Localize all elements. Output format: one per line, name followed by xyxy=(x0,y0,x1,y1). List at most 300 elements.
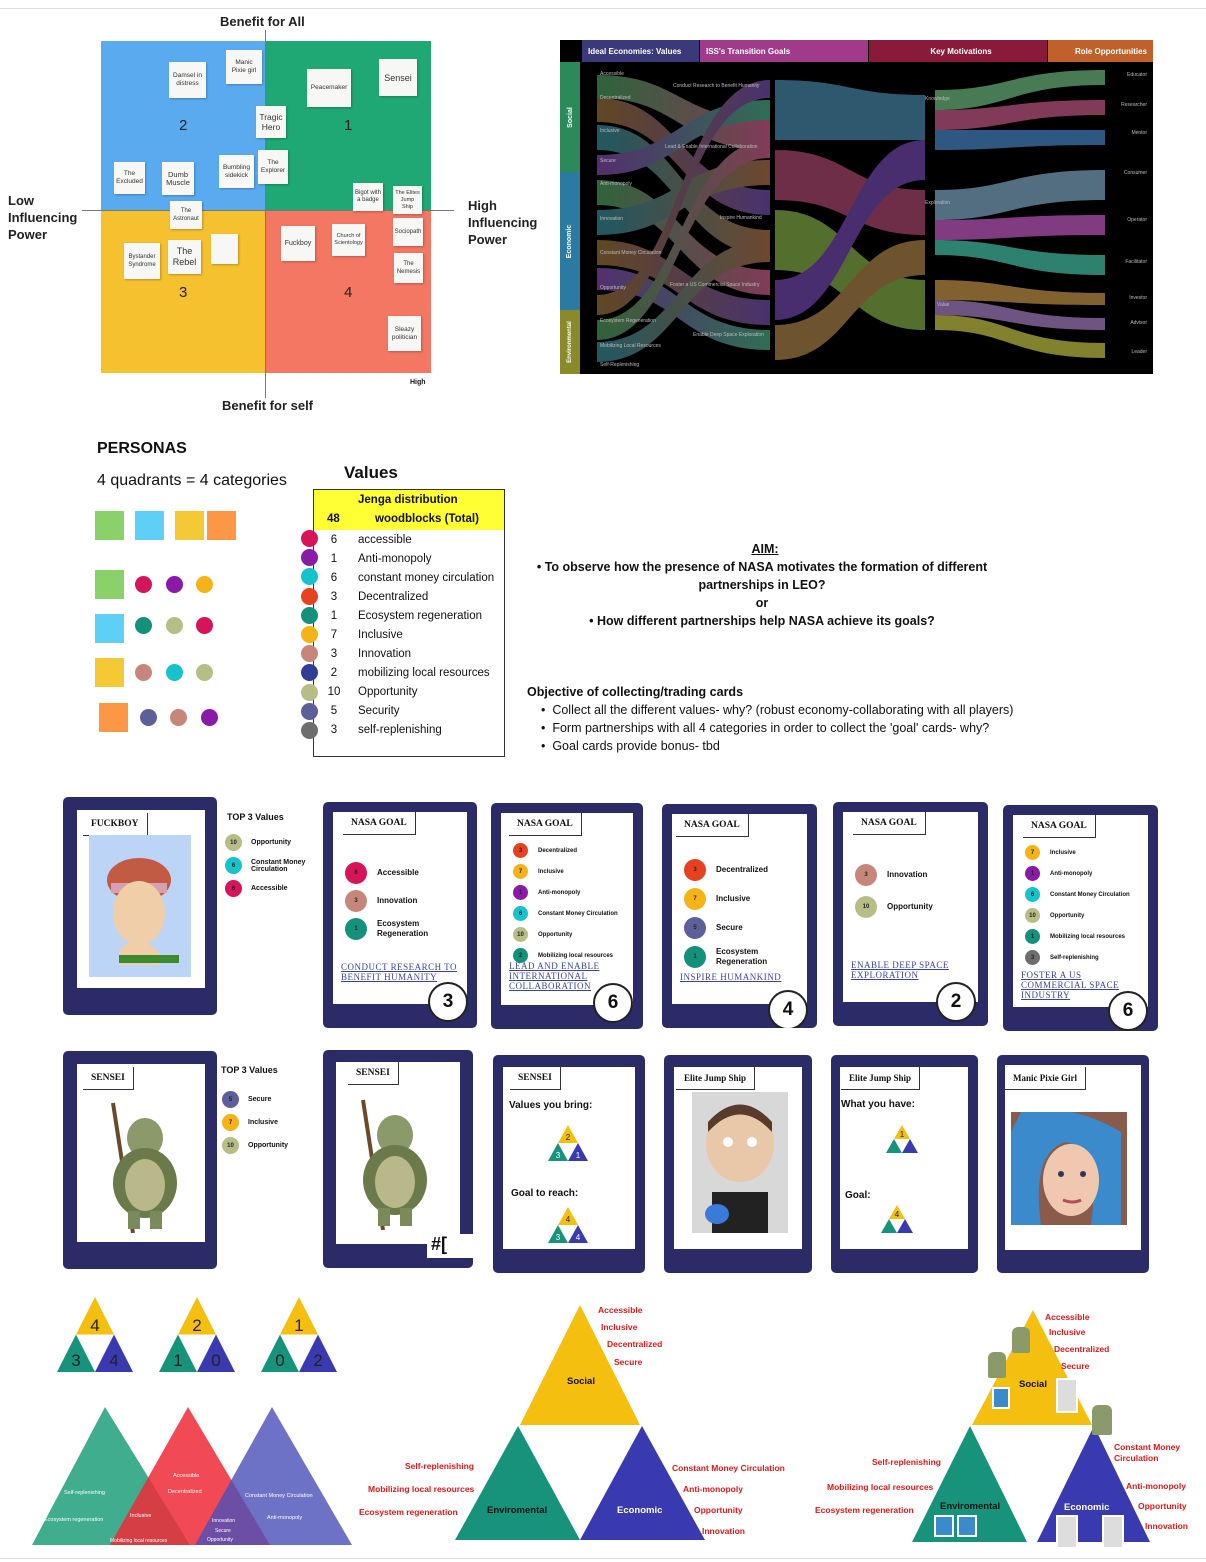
value-count-circle: 6 xyxy=(345,862,367,884)
value-count-circle: 10 xyxy=(513,927,528,942)
sticky-note[interactable]: Bystander Syndrome xyxy=(124,243,160,279)
value-color-dot xyxy=(301,588,318,605)
bottom-divider xyxy=(0,1558,1206,1559)
card-title: FUCKBOY xyxy=(83,813,148,836)
goal-value xyxy=(684,946,799,968)
sticky-note[interactable] xyxy=(211,234,238,264)
category-square-orange xyxy=(99,703,128,732)
value-label: Opportunity xyxy=(358,685,418,698)
sticky-note[interactable]: Bumbling sidekick xyxy=(219,155,254,188)
value-count-circle: 10 xyxy=(222,1137,239,1154)
value-label: Anti-monopoly xyxy=(1050,870,1093,877)
nasa-goal-card[interactable] xyxy=(323,802,477,1028)
value-label: Opportunity xyxy=(251,839,292,846)
triad-environmental-label: Enviromental xyxy=(487,1505,548,1516)
persona-token-turtle xyxy=(1012,1327,1030,1353)
triad-social-label: Social xyxy=(1019,1379,1047,1390)
aim-or: or xyxy=(755,596,769,610)
header-line-2: woodblocks (Total) xyxy=(375,513,479,525)
value-dot xyxy=(166,576,183,593)
venn-label: Inclusive xyxy=(130,1513,152,1519)
sankey-value-label: Accessible xyxy=(600,71,624,77)
sankey-value-label: Secure xyxy=(600,158,616,164)
values-card-sensei[interactable] xyxy=(493,1055,645,1273)
card-tag: #[ xyxy=(427,1234,473,1258)
elite-caricature xyxy=(692,1092,788,1233)
value-count-circle: 2 xyxy=(513,948,528,963)
sankey-value-label: Opportunity xyxy=(600,285,626,291)
persona-card-elite-jump-ship[interactable] xyxy=(664,1055,812,1273)
goal-value xyxy=(513,843,625,858)
top3-title: TOP 3 Values xyxy=(227,812,284,822)
persona-token-elite xyxy=(1056,1515,1078,1549)
fuckboy-portrait xyxy=(89,835,191,977)
nasa-goal-card[interactable] xyxy=(1003,805,1158,1031)
value-color-dot xyxy=(301,684,318,701)
value-color-dot xyxy=(301,722,318,739)
value-dot xyxy=(196,617,213,634)
value-label: Security xyxy=(358,704,400,717)
sankey-value-label: Inclusive xyxy=(600,128,620,134)
triangle-number: 1 xyxy=(899,1129,905,1139)
side-band-environmental xyxy=(560,310,580,374)
sankey-header: Role Opportunities xyxy=(1048,40,1153,62)
goal-points-badge: 2 xyxy=(936,982,976,1022)
card-title: NASA GOAL xyxy=(676,814,749,837)
sticky-note[interactable]: The Nemesis xyxy=(394,253,423,283)
value-count: 6 xyxy=(330,533,338,546)
value-count-circle: 3 xyxy=(684,859,706,881)
value-label: self-replenishing xyxy=(358,723,442,736)
axis-right-label: High Influencing Power xyxy=(468,198,538,247)
value-label: mobilizing local resources xyxy=(358,666,490,679)
goal-value xyxy=(513,885,625,900)
venn-label: Decentralized xyxy=(168,1489,202,1495)
values-table-row xyxy=(314,549,432,568)
sticky-note[interactable]: Manic Pixie girl xyxy=(226,50,262,84)
goal-value xyxy=(855,864,970,886)
triangle-number: 3 xyxy=(71,1351,81,1370)
value-label: Opportunity xyxy=(248,1142,289,1149)
triangle-number: 4 xyxy=(90,1315,100,1335)
goal-value xyxy=(345,918,459,940)
sankey-role-label: Facilitator xyxy=(1125,259,1147,265)
value-dot xyxy=(170,709,187,726)
value-label: Secure xyxy=(248,1096,272,1103)
value-label: accessible xyxy=(358,533,412,546)
triangle-svg xyxy=(886,1125,918,1153)
mini-value-triangle xyxy=(159,1297,235,1372)
triad-value-label: Secure xyxy=(614,1357,643,1367)
values-table-header xyxy=(314,490,504,530)
goal-link[interactable]: ENABLE DEEP SPACE EXPLORATION xyxy=(851,960,949,980)
sticky-note[interactable]: The Astronaut xyxy=(170,201,202,229)
value-label: Ecosystem Regeneration xyxy=(716,947,768,966)
category-square-blue xyxy=(95,614,124,643)
triad-value-label: Mobilizing local resources xyxy=(368,1484,475,1494)
side-band-economic xyxy=(560,172,580,310)
goal-value xyxy=(513,927,625,942)
venn-label: Ecosystem regeneration xyxy=(44,1517,104,1523)
triangle-number: 2 xyxy=(565,1133,571,1143)
sankey-diagram xyxy=(560,40,1153,374)
value-count-circle: 6 xyxy=(225,880,242,897)
values-table-row xyxy=(314,682,417,701)
value-count: 1 xyxy=(330,609,338,622)
goal-triangle xyxy=(548,1207,588,1248)
value-label: Decentralized xyxy=(358,590,429,603)
goal-link[interactable]: INSPIRE HUMANKIND xyxy=(680,972,782,982)
value-dot xyxy=(135,664,152,681)
values-title: Values xyxy=(344,463,398,482)
value-color-dot xyxy=(301,703,318,720)
goal-points-badge: 3 xyxy=(428,982,468,1022)
economy-triad-with-personas xyxy=(812,1305,1202,1555)
value-count-circle: 1 xyxy=(1025,929,1040,944)
axis-left-label: Low Influencing Power xyxy=(8,193,78,242)
objective-title: Objective of collecting/trading cards xyxy=(527,685,744,699)
triad-value-label: Self-replenishing xyxy=(405,1461,474,1471)
goal-value xyxy=(684,888,799,910)
top3-title: TOP 3 Values xyxy=(221,1065,278,1075)
nasa-goal-card[interactable] xyxy=(662,804,817,1028)
value-label: Inclusive xyxy=(1050,849,1076,856)
triad-value-label: Ecosystem regeneration xyxy=(359,1507,458,1517)
triad-value-label: Ecosystem regeneration xyxy=(815,1505,914,1515)
venn-label: Mobilizing local resources xyxy=(110,1538,168,1544)
triad-value-label: Innovation xyxy=(1145,1521,1188,1531)
sankey-role-label: Advisor xyxy=(1130,320,1147,326)
value-label: Mobilizing local resources xyxy=(1050,933,1126,940)
goal-value xyxy=(1025,929,1140,944)
value-dot xyxy=(166,617,183,634)
triangle-number: 0 xyxy=(211,1351,221,1370)
triangle-number: 4 xyxy=(575,1233,581,1243)
value-label: Innovation xyxy=(887,870,928,879)
value-color-dot xyxy=(301,626,318,643)
sankey-role-label: Educator xyxy=(1126,72,1147,78)
value-count: 6 xyxy=(330,571,338,584)
objective-item: • Goal cards provide bonus- tbd xyxy=(541,739,720,753)
value-count: 7 xyxy=(330,628,338,641)
value-count: 2 xyxy=(330,666,338,679)
triad-value-label: Anti-monopoly xyxy=(1126,1481,1186,1491)
value-label: Innovation xyxy=(377,896,418,905)
persona-card-sensei[interactable] xyxy=(63,1051,217,1269)
values-table-row xyxy=(314,530,412,549)
triad-value-label: Self-replenishing xyxy=(872,1457,941,1467)
values-table-row xyxy=(314,720,442,739)
sankey-header: Ideal Economies: Values xyxy=(582,40,699,62)
value-triangle xyxy=(886,1125,918,1158)
top-value xyxy=(225,834,315,851)
sankey-goal-label: Foster a US Commercial Space Industry xyxy=(670,282,760,288)
sticky-note[interactable]: The Excluded xyxy=(114,162,145,194)
goal-value xyxy=(855,896,970,918)
category-square-yellow xyxy=(175,511,204,540)
sankey-role-label: Mentor xyxy=(1131,130,1147,136)
nasa-goal-card[interactable] xyxy=(833,802,988,1026)
venn-label: Constant Money Circulation xyxy=(245,1493,313,1499)
sankey-header: Key Motivations xyxy=(869,40,1047,62)
sticky-note[interactable]: Peacemaker xyxy=(307,69,351,107)
value-count-circle: 5 xyxy=(684,917,706,939)
value-label: Self-replenishing xyxy=(1050,954,1099,961)
venn-label: Opportunity xyxy=(207,1537,233,1543)
triad-value-label: Opportunity xyxy=(1138,1501,1187,1511)
value-label: Innovation xyxy=(358,647,412,660)
goal-points-badge: 6 xyxy=(593,983,633,1023)
sankey-goal-label: Enable Deep Space Exploration xyxy=(693,332,764,338)
value-dot xyxy=(166,664,183,681)
nasa-goal-card[interactable] xyxy=(491,803,643,1029)
value-count-circle: 1 xyxy=(684,946,706,968)
personas-subtitle: 4 quadrants = 4 categories xyxy=(97,472,287,489)
value-count: 3 xyxy=(330,647,338,660)
side-band-social xyxy=(560,62,580,172)
persona-token-turtle xyxy=(988,1352,1006,1378)
goal-value xyxy=(345,862,459,884)
triangle-number: 2 xyxy=(192,1315,202,1335)
mini-triangles-svg xyxy=(57,1297,337,1377)
value-count-circle: 10 xyxy=(1025,908,1040,923)
sticky-note[interactable]: Sociopath xyxy=(393,218,423,246)
values-table-row xyxy=(314,663,490,682)
side-label: Environmental xyxy=(567,321,573,363)
value-venn-triangles xyxy=(30,1405,355,1547)
values-table-row xyxy=(314,701,400,720)
value-label: Opportunity xyxy=(1050,912,1085,919)
sankey-motivation-label: Exploration xyxy=(925,200,951,206)
sticky-note[interactable]: Dumb Muscle xyxy=(162,162,194,195)
sankey-value-label: Constant Money Circulation xyxy=(600,250,662,256)
venn-label: Secure xyxy=(215,1528,231,1534)
value-count-circle: 7 xyxy=(1025,845,1040,860)
triangle-number: 4 xyxy=(894,1209,900,1219)
value-label: Accessible xyxy=(377,868,419,877)
value-count-circle: 3 xyxy=(513,843,528,858)
value-count-circle: 1 xyxy=(513,885,528,900)
goal-points-badge: 6 xyxy=(1108,991,1148,1031)
goal-to-reach-label: Goal to reach: xyxy=(511,1188,579,1199)
triad-value-label: Anti-monopoly xyxy=(683,1484,743,1494)
goal-link[interactable]: LEAD AND ENABLE INTERNATIONAL COLLABORATION xyxy=(509,961,600,991)
sankey-value-label: Self-Replenishing xyxy=(600,362,640,368)
sticky-note[interactable]: The Elites Jump Ship xyxy=(393,186,422,214)
objective-item-text: Form partnerships with all 4 categories in order to collect the 'goal' cards- why? xyxy=(552,721,990,735)
quadrant-number: 3 xyxy=(179,284,188,301)
triangle-number: 4 xyxy=(109,1351,119,1370)
value-count-circle: 6 xyxy=(225,857,242,874)
triad-value-label: Secure xyxy=(1061,1361,1090,1371)
value-count: 3 xyxy=(330,590,338,603)
triad-social-label: Social xyxy=(567,1376,595,1387)
sticky-note[interactable]: The Rebel xyxy=(168,240,201,274)
value-label: Inclusive xyxy=(358,628,403,641)
vertical-axis xyxy=(265,30,266,398)
triangle-svg xyxy=(881,1205,913,1233)
sankey-goal-label: Conduct Research to Benefit Humanity xyxy=(673,83,760,89)
values-table-row xyxy=(314,606,482,625)
triad-value-label: Inclusive xyxy=(601,1322,638,1332)
sankey-value-label: Ecosystem Regeneration xyxy=(600,318,656,324)
persona-card-manic-pixie-girl[interactable] xyxy=(997,1055,1149,1273)
bullet: • xyxy=(536,560,545,574)
top-value xyxy=(222,1091,312,1108)
category-square-orange xyxy=(207,511,236,540)
value-count-circle: 3 xyxy=(345,890,367,912)
venn-label: Self-replenishing xyxy=(64,1490,105,1496)
personas-title: PERSONAS xyxy=(97,440,187,457)
value-label: Decentralized xyxy=(716,865,769,874)
value-label: Inclusive xyxy=(248,1119,278,1126)
value-label: Anti-monopoly xyxy=(538,889,581,896)
aim-line-2-text: How different partnerships help NASA achieve its goals? xyxy=(597,614,935,628)
goal-link[interactable]: FOSTER A US COMMERCIAL SPACE INDUSTRY xyxy=(1021,970,1120,1000)
objective-item-text: Collect all the different values- why? (robust economy-collaborating with all players) xyxy=(552,703,1014,717)
value-count-circle: 7 xyxy=(513,864,528,879)
value-color-dot xyxy=(301,607,318,624)
value-triangle xyxy=(548,1125,588,1166)
triad-value-label: Accessible xyxy=(1045,1312,1090,1322)
value-label: Secure xyxy=(716,923,743,932)
high-small-label: High xyxy=(410,379,426,386)
triad-economic-label: Economic xyxy=(617,1505,663,1516)
sticky-note[interactable]: Sleazy politician xyxy=(388,316,421,351)
goal-value xyxy=(1025,845,1140,860)
value-count-circle: 1 xyxy=(1025,866,1040,881)
portrait-illustration xyxy=(89,835,191,977)
triangle-number: 1 xyxy=(173,1351,183,1370)
card-title: Elite Jump Ship xyxy=(841,1067,920,1090)
aim-block xyxy=(527,540,997,630)
triangle-segment xyxy=(886,1139,902,1153)
mini-value-triangle xyxy=(261,1297,337,1372)
sankey-value-label: Decentralized xyxy=(600,95,631,101)
sankey-role-label: Consumer xyxy=(1123,170,1147,176)
triad-value-label: Constant Money Circulation xyxy=(672,1463,785,1473)
value-count: 3 xyxy=(330,723,338,736)
aim-line-1-text: To observe how the presence of NASA motivates the formation of different partnerships in LEO? xyxy=(544,560,988,592)
sensei-turtle-illustration xyxy=(343,1090,439,1235)
sankey-motivation-label: Value xyxy=(937,302,950,308)
value-count-circle: 6 xyxy=(513,906,528,921)
caricature-svg xyxy=(692,1092,788,1233)
triad-economic-label: Economic xyxy=(1064,1502,1110,1513)
values-card-elite-jump-ship[interactable] xyxy=(831,1055,978,1273)
goal-value xyxy=(1025,950,1140,965)
sticky-note[interactable]: Tragic Hero xyxy=(256,106,286,138)
mini-value-triangle xyxy=(57,1297,133,1372)
value-count-circle: 3 xyxy=(855,864,877,886)
card-title: SENSEI xyxy=(83,1067,134,1090)
axis-bottom-label: Benefit for self xyxy=(222,398,314,413)
triad-value-label: Constant Money Circulation xyxy=(1114,1442,1181,1463)
persona-token-manic xyxy=(934,1515,954,1537)
turtle-svg xyxy=(93,1093,189,1233)
bullet: • xyxy=(589,614,598,628)
goal-value xyxy=(1025,866,1140,881)
card-title: NASA GOAL xyxy=(1023,815,1096,838)
value-label: Opportunity xyxy=(538,931,573,938)
value-count-circle: 6 xyxy=(1025,887,1040,902)
category-square-blue xyxy=(135,511,164,540)
sankey-role-label: Operator xyxy=(1127,217,1147,223)
sensei-turtle-illustration xyxy=(93,1093,189,1238)
value-label: constant money circulation xyxy=(358,571,495,584)
triangle-number: 1 xyxy=(575,1151,581,1161)
persona-token-elite xyxy=(1102,1515,1124,1549)
persona-token-manic xyxy=(992,1387,1010,1409)
axis-top-label: Benefit for All xyxy=(220,14,305,29)
sticky-note[interactable]: Bigot with a badge xyxy=(353,183,383,211)
persona-card-sensei-2[interactable] xyxy=(323,1050,473,1268)
value-label: Accessible xyxy=(251,885,288,892)
value-label: Constant Money Circulation xyxy=(538,910,618,917)
card-title: Manic Pixie Girl xyxy=(1005,1067,1086,1090)
top-value xyxy=(222,1137,312,1154)
sticky-note[interactable]: Church of Scientology xyxy=(332,224,365,256)
value-count-circle: 7 xyxy=(684,888,706,910)
triangle-number: 3 xyxy=(555,1233,561,1243)
triangle-number: 4 xyxy=(565,1215,571,1225)
triad-svg xyxy=(812,1305,1202,1555)
triangle-segment xyxy=(897,1219,913,1233)
triad-value-label: Inclusive xyxy=(1049,1327,1086,1337)
values-table-row xyxy=(314,587,428,606)
sankey-role-label: Investor xyxy=(1129,295,1147,301)
category-square-yellow xyxy=(95,658,124,687)
what-you-have-label: What you have: xyxy=(841,1099,915,1110)
venn-label: Accessible xyxy=(173,1473,200,1479)
quadrant-number: 4 xyxy=(344,284,353,301)
category-square-green xyxy=(95,511,124,540)
sticky-note[interactable]: The Explorer xyxy=(258,150,288,184)
triangle-svg xyxy=(548,1125,588,1161)
turtle-svg xyxy=(343,1090,439,1230)
aim-line-2 xyxy=(527,612,997,630)
value-dot xyxy=(135,576,152,593)
value-label: Constant Money Circulation xyxy=(251,858,306,873)
sankey-motivation-label: Knowledge xyxy=(925,96,950,102)
top-value xyxy=(225,880,315,897)
aim-title: AIM: xyxy=(751,542,779,556)
value-dot xyxy=(196,664,213,681)
persona-card-fuckboy[interactable] xyxy=(63,797,217,1015)
sankey-goal-label: Inspire Humankind xyxy=(720,215,762,221)
quadrant-number: 2 xyxy=(179,117,188,134)
goal-link[interactable]: CONDUCT RESEARCH TO BENEFIT HUMANITY xyxy=(341,962,458,982)
value-count: 1 xyxy=(330,552,338,565)
header-total-number: 48 xyxy=(327,513,340,525)
goal-value xyxy=(513,906,625,921)
sticky-note[interactable]: Damsel in distress xyxy=(169,62,206,98)
value-count: 10 xyxy=(327,685,341,698)
card-title: SENSEI xyxy=(510,1067,561,1090)
value-color-dot xyxy=(301,530,318,547)
sticky-note[interactable]: Fuckboy xyxy=(281,226,315,261)
goal-value xyxy=(345,890,459,912)
value-dot xyxy=(140,709,157,726)
triangle-number: 1 xyxy=(294,1315,304,1335)
persona-token-turtle xyxy=(1092,1405,1112,1435)
triangle-number: 0 xyxy=(275,1351,285,1370)
card-title: NASA GOAL xyxy=(853,812,926,835)
goal-value xyxy=(684,917,799,939)
value-label: Constant Money Circulation xyxy=(1050,891,1130,898)
sticky-note[interactable]: Sensei xyxy=(379,59,417,96)
quadrant-number: 1 xyxy=(344,117,353,134)
